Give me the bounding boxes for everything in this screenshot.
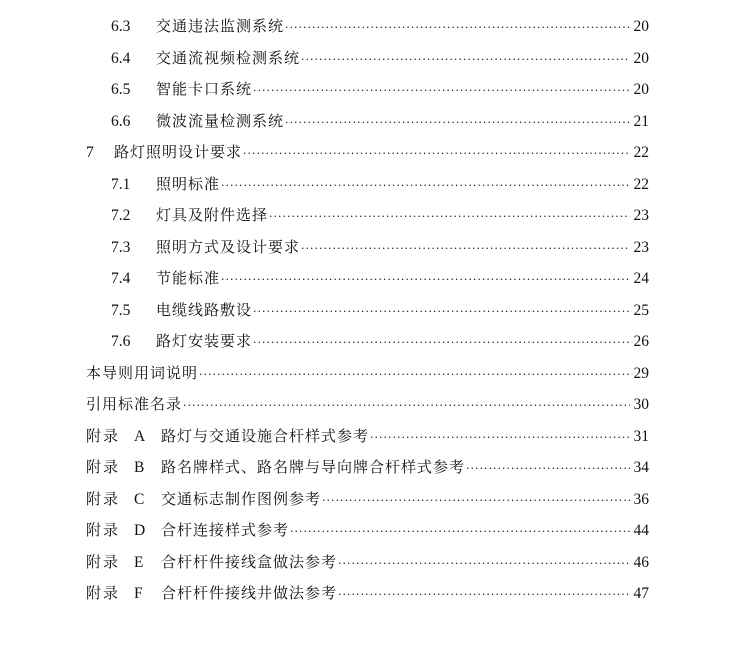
toc-dot-leader <box>221 170 630 202</box>
toc-entry-title: 本导则用词说明 <box>86 363 199 382</box>
toc-entry-page-number: 20 <box>633 81 649 98</box>
toc-entry[interactable] <box>0 11 738 43</box>
toc-entry-appendix-letter: F <box>134 585 143 602</box>
toc-entry-page-number: 31 <box>633 427 649 445</box>
toc-entry-title: 微波流量检测系统 <box>156 111 285 130</box>
toc-entry-appendix-letter: D <box>134 522 146 539</box>
toc-entry-appendix-letter: A <box>134 427 146 445</box>
toc-entry-number: 7 <box>86 144 94 161</box>
toc-entry-page-number: 46 <box>633 553 649 571</box>
toc-entry-appendix-label: 附录 <box>86 584 121 602</box>
toc-dot-leader <box>290 516 630 548</box>
toc-entry-number: 7.5 <box>111 301 131 319</box>
toc-entry-page-number: 23 <box>633 238 649 256</box>
toc-entry-title: 交通违法监测系统 <box>156 17 285 35</box>
toc-entry-title: 合杆连接样式参考 <box>161 521 290 539</box>
toc-entry-page-number: 24 <box>633 270 649 287</box>
toc-entry-title: 节能标准 <box>156 269 221 287</box>
toc-entry-page-number: 22 <box>633 175 649 193</box>
toc-dot-leader <box>269 201 630 233</box>
toc-entry-title: 合杆杆件接线盒做法参考 <box>161 552 338 571</box>
toc-entry-number: 7.4 <box>111 270 131 287</box>
toc-entry-title: 路灯安装要求 <box>156 332 253 350</box>
toc-entry-page-number: 36 <box>633 490 649 508</box>
toc-entry-page-number: 22 <box>633 144 649 161</box>
toc-entry-title: 路灯照明设计要求 <box>114 143 243 161</box>
toc-dot-leader <box>338 548 630 580</box>
toc-entry-number: 6.4 <box>111 49 131 67</box>
toc-dot-leader <box>466 453 630 485</box>
toc-entry-title: 灯具及附件选择 <box>156 206 269 224</box>
toc-entry-page-number: 29 <box>633 364 649 382</box>
toc-entry-page-number: 34 <box>633 459 649 476</box>
toc-dot-leader <box>285 12 630 44</box>
toc-entry-number: 7.3 <box>111 238 131 256</box>
toc-dot-leader <box>253 296 630 328</box>
toc-entry[interactable] <box>0 484 738 516</box>
toc-entry-number: 6.5 <box>111 81 131 98</box>
toc-entry-title: 交通标志制作图例参考 <box>161 489 322 508</box>
toc-entry[interactable] <box>0 452 738 484</box>
toc-entry[interactable] <box>0 43 738 75</box>
toc-entry[interactable] <box>0 515 738 547</box>
toc-entry-title: 交通流视频检测系统 <box>156 48 301 67</box>
toc-entry-appendix-label: 附录 <box>86 521 121 539</box>
toc-dot-leader <box>253 327 630 359</box>
toc-dot-leader <box>199 359 630 391</box>
toc-entry[interactable] <box>0 74 738 106</box>
toc-entry-title: 电缆线路敷设 <box>156 300 253 319</box>
toc-entry-number: 7.6 <box>111 333 131 350</box>
toc-entry[interactable] <box>0 421 738 453</box>
toc-entry-title: 智能卡口系统 <box>156 80 253 98</box>
toc-dot-leader <box>322 485 630 517</box>
toc-entry-page-number: 23 <box>633 207 649 224</box>
toc-entry-appendix-label: 附录 <box>86 489 121 508</box>
toc-entry-appendix-label: 附录 <box>86 426 121 445</box>
toc-entry-number: 7.2 <box>111 207 131 224</box>
toc-entry-appendix-letter: C <box>134 490 145 508</box>
toc-dot-leader <box>183 390 630 422</box>
toc-entry-number: 6.6 <box>111 112 131 130</box>
toc-dot-leader <box>285 107 630 139</box>
toc-entry-title: 路灯与交通设施合杆样式参考 <box>161 426 370 445</box>
toc-entry-page-number: 20 <box>633 18 649 35</box>
toc-entry-appendix-label: 附录 <box>86 552 121 571</box>
toc-entry-page-number: 30 <box>633 396 649 413</box>
toc-entry-title: 照明方式及设计要求 <box>156 237 301 256</box>
toc-entry-number: 7.1 <box>111 175 131 193</box>
toc-entry-page-number: 44 <box>633 522 649 539</box>
toc-entry-appendix-letter: E <box>134 553 144 571</box>
toc-dot-leader <box>253 75 630 107</box>
toc-entry-page-number: 21 <box>633 112 649 130</box>
toc-entry[interactable] <box>0 232 738 264</box>
toc-dot-leader <box>221 264 630 296</box>
toc-dot-leader <box>338 579 630 611</box>
toc-entry-title: 路名牌样式、路名牌与导向牌合杆样式参考 <box>161 458 466 476</box>
toc-dot-leader <box>243 138 630 170</box>
toc-entry-page-number: 47 <box>633 585 649 602</box>
toc-entry[interactable] <box>0 106 738 138</box>
toc-entry-page-number: 26 <box>633 333 649 350</box>
toc-entry[interactable] <box>0 200 738 232</box>
toc-entry[interactable] <box>0 547 738 579</box>
table-of-contents <box>0 11 738 610</box>
toc-entry-number: 6.3 <box>111 18 131 35</box>
toc-entry-title: 合杆杆件接线井做法参考 <box>161 584 338 602</box>
toc-entry[interactable] <box>0 358 738 390</box>
toc-entry[interactable] <box>0 295 738 327</box>
toc-entry[interactable] <box>0 137 738 169</box>
toc-entry-page-number: 20 <box>633 49 649 67</box>
toc-entry-appendix-letter: B <box>134 459 145 476</box>
toc-entry[interactable] <box>0 326 738 358</box>
toc-entry-appendix-label: 附录 <box>86 458 121 476</box>
toc-entry[interactable] <box>0 263 738 295</box>
toc-entry-title: 照明标准 <box>156 174 221 193</box>
toc-entry[interactable] <box>0 389 738 421</box>
toc-dot-leader <box>370 422 630 454</box>
toc-entry[interactable] <box>0 578 738 610</box>
toc-entry[interactable] <box>0 169 738 201</box>
toc-entry-title: 引用标准名录 <box>86 395 183 413</box>
toc-entry-page-number: 25 <box>633 301 649 319</box>
toc-dot-leader <box>301 233 630 265</box>
toc-dot-leader <box>301 44 630 76</box>
